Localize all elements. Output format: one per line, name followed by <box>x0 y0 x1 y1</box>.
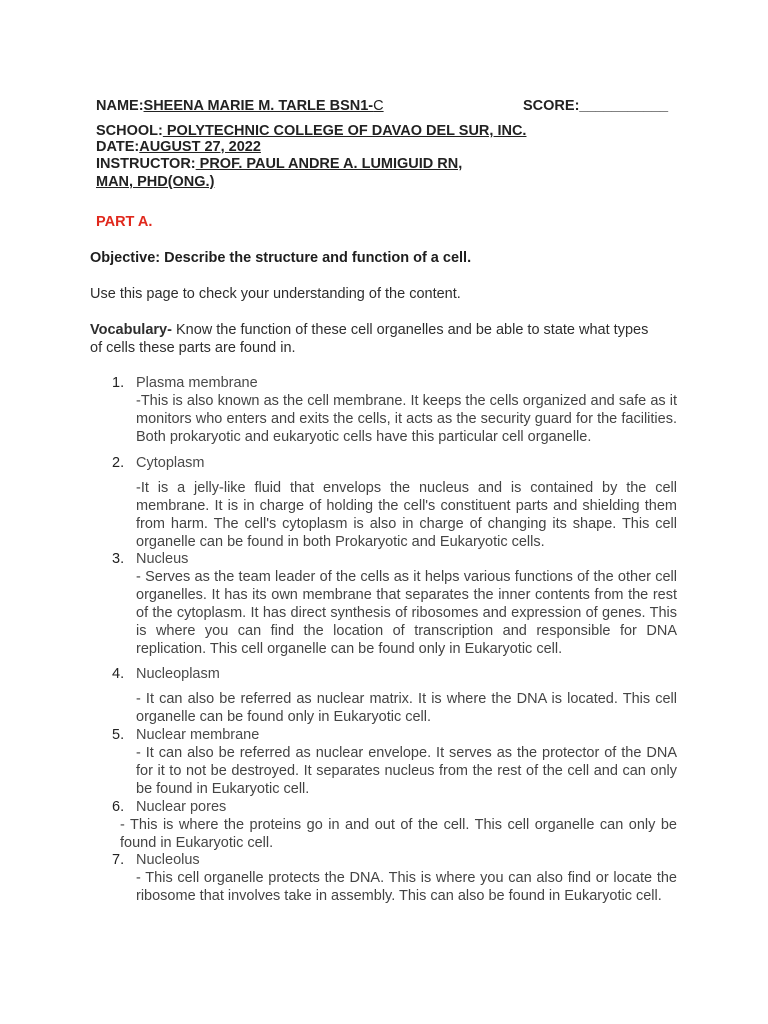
item-number: 1. <box>112 375 125 391</box>
instructor-line <box>96 156 462 172</box>
school-label: SCHOOL: <box>96 123 163 139</box>
score-value: ___________ <box>579 98 669 114</box>
instructor-value: PROF. PAUL ANDRE A. LUMIGUID RN, <box>195 156 463 172</box>
vocabulary-line-2: of cells these parts are found in. <box>90 340 296 356</box>
score-line <box>523 98 668 114</box>
instructor-line-2 <box>96 174 214 190</box>
item-title: Cytoplasm <box>136 455 205 471</box>
item-title: Plasma membrane <box>136 375 258 391</box>
name-value: SHEENA MARIE M. TARLE BSN1- <box>143 98 374 114</box>
item-title: Nuclear membrane <box>136 727 260 743</box>
item-text: - Serves as the team leader of the cells as it helps various functions of the other cell organelles. It has its own membrane that separates the inner contents from the rest of the cytoplasm. It has direct synthesis of ribosomes and expression of genes. This is where you can find the location of transcription and responsible for DNA replication. This cell organelle can be found only in Eukaryotic cell. <box>136 569 677 657</box>
item-text: - This cell organelle protects the DNA. This is where you can also find or locate the ribosome that involves take in assembly. This can also be found in Eukaryotic cell. <box>136 870 677 904</box>
item-text: - This is where the proteins go in and out of the cell. This cell organelle can only be found in Eukaryotic cell. <box>120 817 677 851</box>
item-number: 3. <box>112 551 125 567</box>
item-number: 6. <box>112 799 125 815</box>
score-label: SCORE: <box>523 98 580 114</box>
item-text: -It is a jelly-like fluid that envelops the nucleus and is contained by the cell membrane. It is in charge of holding the cell's constituent parts and shielding them from harm. The cell's cytoplasm is also in charge of changing its shape. This cell organelle can be found in both Prokaryotic and Eukaryotic cells. <box>136 480 677 550</box>
item-number: 2. <box>112 455 125 471</box>
date-value: AUGUST 27, 2022 <box>139 139 261 155</box>
item-number: 4. <box>112 666 125 682</box>
item-text: - It can also be referred as nuclear matrix. It is where the DNA is located. This cell organelle can be found only in Eukaryotic cell. <box>136 691 677 725</box>
item-title: Nucleoplasm <box>136 666 220 682</box>
school-value: POLYTECHNIC COLLEGE OF DAVAO DEL SUR, INC. <box>162 123 527 139</box>
item-text: -This is also known as the cell membrane. It keeps the cells organized and safe as it monitors who enters and exits the cells, it acts as the security guard for the facilities. Both prokaryotic and eukaryotic cells have this particular cell organelle. <box>136 393 677 445</box>
item-number: 5. <box>112 727 125 743</box>
instruction: Use this page to check your understanding of the content. <box>90 286 461 302</box>
instructor-label: INSTRUCTOR: <box>96 156 196 172</box>
date-line <box>96 139 261 155</box>
item-title: Nucleolus <box>136 852 200 868</box>
name-line <box>96 98 384 114</box>
date-label: DATE: <box>96 139 140 155</box>
part-label: PART A. <box>96 214 153 230</box>
item-text: - It can also be referred as nuclear envelope. It serves as the protector of the DNA for it to not be destroyed. It separates nucleus from the rest of the cell and can only be found in Eukaryotic cell. <box>136 745 677 797</box>
school-line <box>96 123 526 139</box>
vocabulary-label: Vocabulary- <box>90 322 172 338</box>
objective: Objective: Describe the structure and function of a cell. <box>90 250 472 266</box>
instructor-value-2: MAN, PHD(ONG.) <box>96 174 215 190</box>
item-title: Nucleus <box>136 551 189 567</box>
vocabulary-text: Know the function of these cell organelles and be able to state what types <box>171 322 649 338</box>
name-suffix: C <box>373 98 384 114</box>
item-title: Nuclear pores <box>136 799 227 815</box>
item-number: 7. <box>112 852 125 868</box>
name-label: NAME: <box>96 98 144 114</box>
vocabulary-line <box>90 322 648 338</box>
